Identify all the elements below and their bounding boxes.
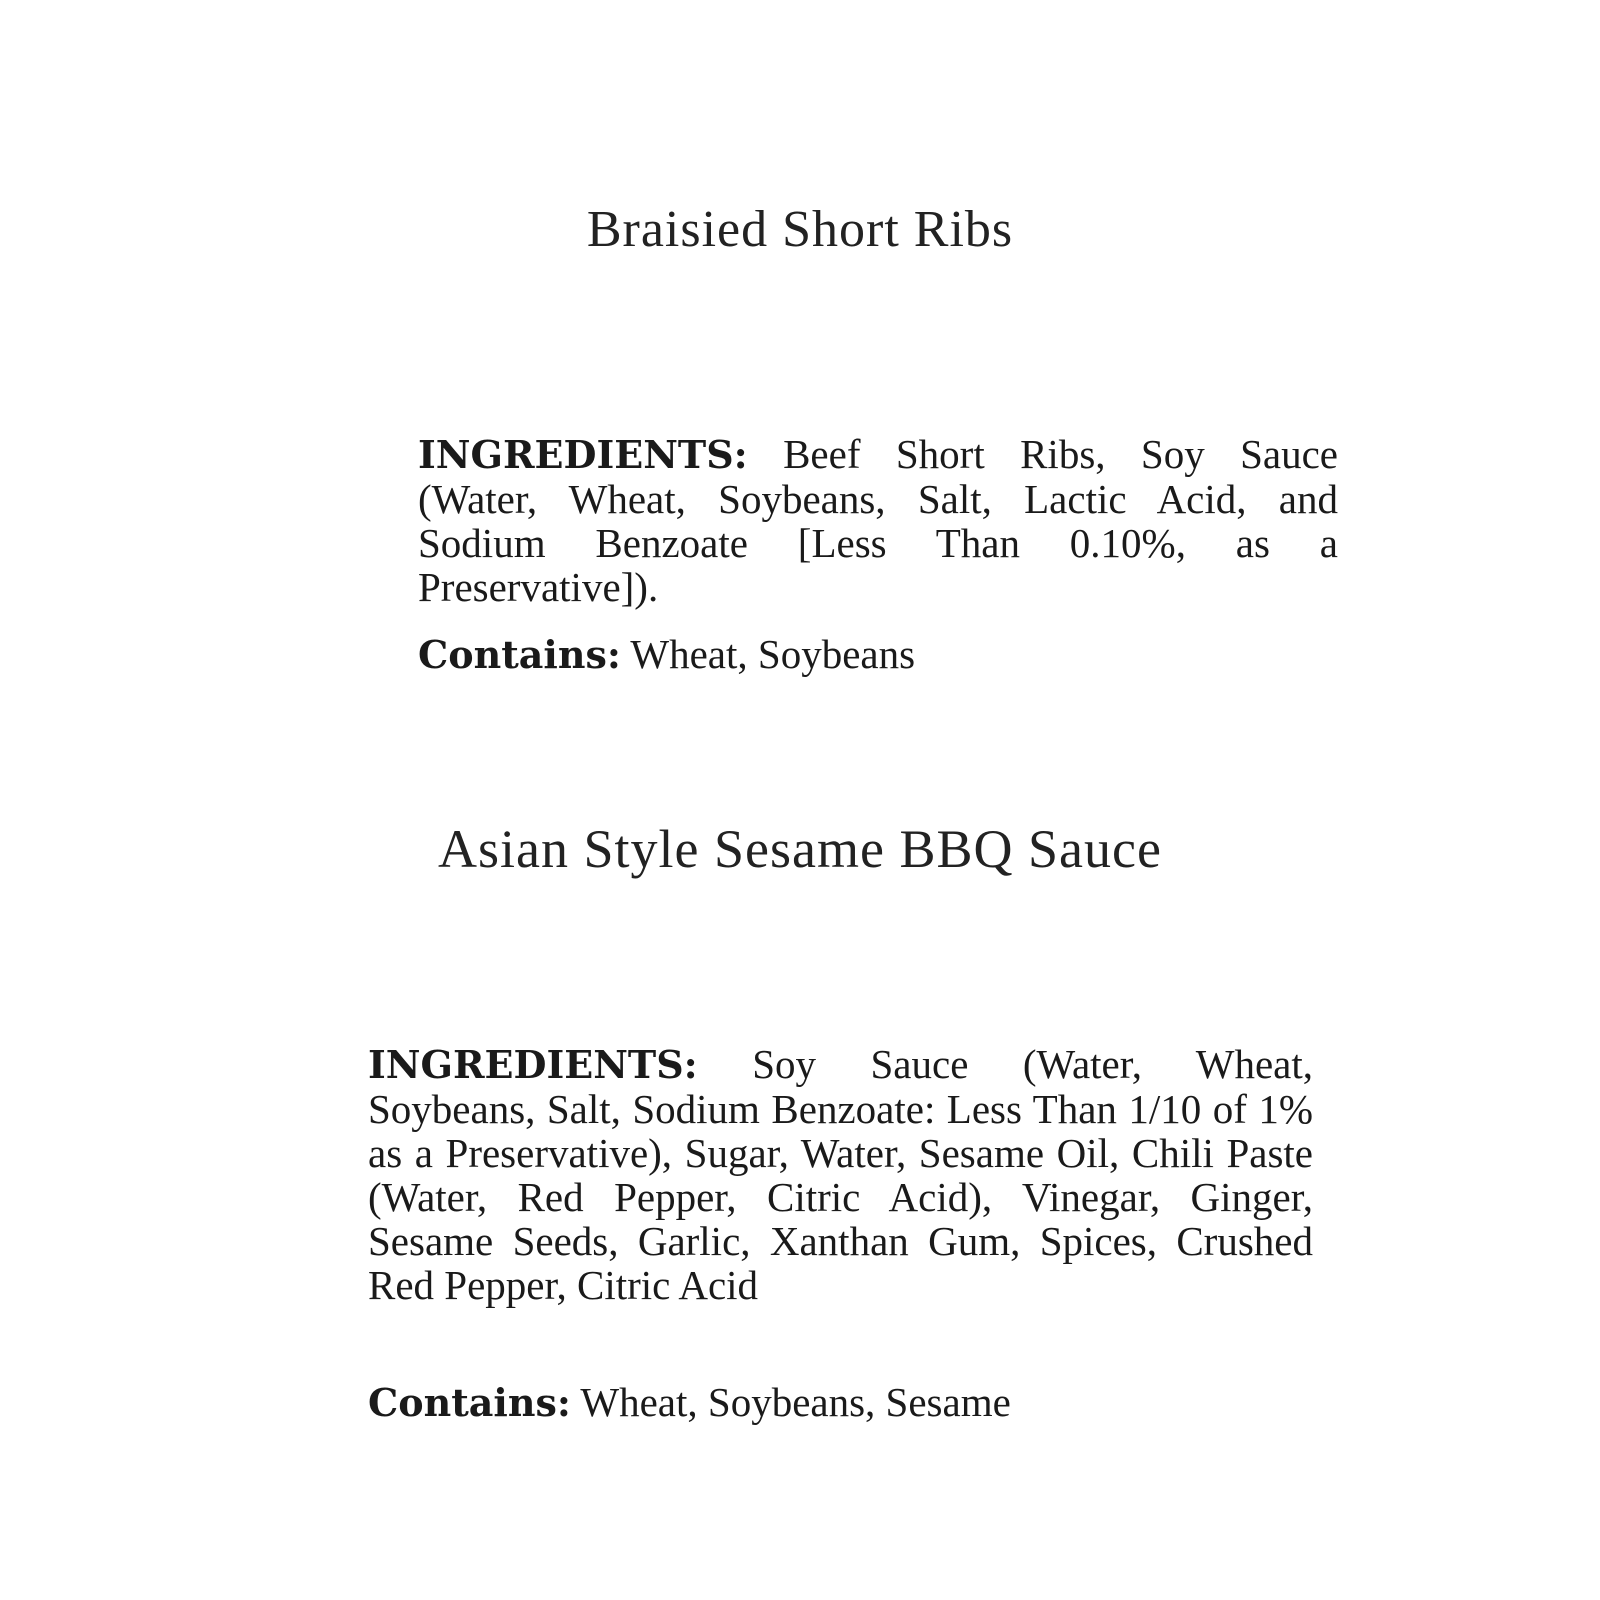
ingredients-text: Soy Sauce (Water, Wheat, Soybeans, Salt, Sodium Benzoate: Less Than 1/10 of 1% as a Preservative), Sugar, Water, Sesame Oil, Chili Paste (Water, Red Pepper, Citric Acid), Vinegar, Ginger, Sesame Seeds, Garlic, Xanthan Gum, Spices, Crushed Red Pepper, Citric Acid: [368, 1041, 1313, 1308]
allergen-statement: [368, 1380, 1011, 1425]
ingredients-label: INGREDIENTS:: [368, 1042, 698, 1087]
product-title: Asian Style Sesame BBQ Sauce: [438, 819, 1162, 879]
product-title: Braisied Short Ribs: [586, 201, 1014, 258]
contains-label: Contains:: [368, 1380, 571, 1425]
contains-label: Contains:: [418, 632, 621, 677]
ingredients-text: Beef Short Ribs, Soy Sauce (Water, Wheat, Soybeans, Salt, Lactic Acid, and Sodium Benzoate [Less Than 0.10%, as a Preservative]).: [418, 431, 1338, 610]
ingredients-paragraph: [368, 1042, 1313, 1307]
contains-text: Wheat, Soybeans: [630, 631, 916, 677]
contains-text: Wheat, Soybeans, Sesame: [580, 1379, 1011, 1425]
allergen-statement: [418, 632, 915, 677]
ingredients-paragraph: [418, 432, 1338, 609]
ingredients-label: INGREDIENTS:: [418, 432, 748, 477]
